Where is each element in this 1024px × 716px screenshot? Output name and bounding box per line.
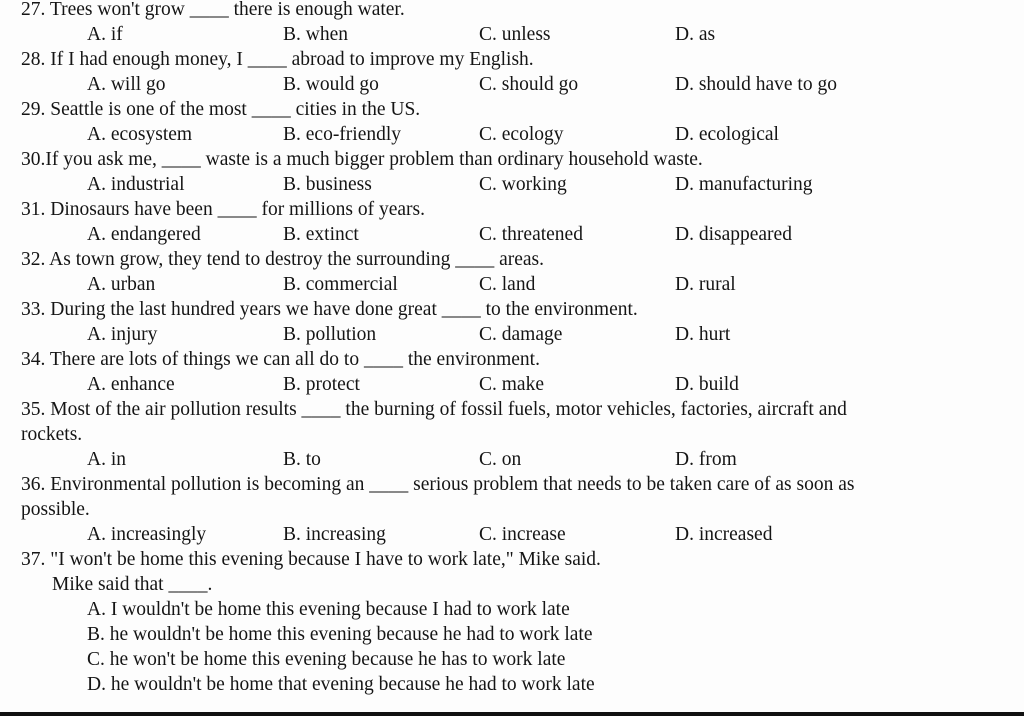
- question-36-continuation: [0, 498, 1024, 522]
- question-30: [0, 148, 1024, 172]
- question-stem: 35. Most of the air pollution results ____ the burning of fossil fuels, motor vehicles, factories, aircraft and: [21, 399, 847, 420]
- question-stem: 34. There are lots of things we can all do to ____ the environment.: [21, 349, 540, 370]
- options-37-b: [0, 623, 1024, 647]
- option-d[interactable]: D. manufacturing: [675, 174, 813, 195]
- option-c[interactable]: C. unless: [479, 24, 551, 45]
- option-c[interactable]: C. make: [479, 374, 544, 395]
- option-d[interactable]: D. disappeared: [675, 224, 792, 245]
- bottom-edge-divider: [0, 712, 1024, 716]
- question-37: [0, 548, 1024, 572]
- question-28: [0, 48, 1024, 72]
- options-36: [0, 523, 1024, 547]
- option-a[interactable]: A. urban: [87, 274, 156, 295]
- option-d[interactable]: D. ecological: [675, 124, 779, 145]
- question-33: [0, 298, 1024, 322]
- option-d[interactable]: D. rural: [675, 274, 736, 295]
- option-b[interactable]: B. increasing: [283, 524, 386, 545]
- options-31: [0, 223, 1024, 247]
- options-37-a: [0, 598, 1024, 622]
- options-35: [0, 448, 1024, 472]
- option-a[interactable]: A. I wouldn't be home this evening because I had to work late: [87, 599, 570, 620]
- option-a[interactable]: A. enhance: [87, 374, 175, 395]
- option-c[interactable]: C. should go: [479, 74, 579, 95]
- options-33: [0, 323, 1024, 347]
- question-stem: 36. Environmental pollution is becoming an ____ serious problem that needs to be taken care of as soon as: [21, 474, 855, 495]
- option-b[interactable]: B. would go: [283, 74, 379, 95]
- question-stem-continuation: Mike said that ____.: [52, 574, 213, 595]
- option-c[interactable]: C. damage: [479, 324, 563, 345]
- option-c[interactable]: C. working: [479, 174, 567, 195]
- option-b[interactable]: B. extinct: [283, 224, 359, 245]
- question-37-continuation: [0, 573, 1024, 597]
- question-29: [0, 98, 1024, 122]
- question-stem: 31. Dinosaurs have been ____ for millions of years.: [21, 199, 425, 220]
- question-36: [0, 473, 1024, 497]
- option-d[interactable]: D. as: [675, 24, 716, 45]
- option-a[interactable]: A. endangered: [87, 224, 201, 245]
- option-a[interactable]: A. increasingly: [87, 524, 207, 545]
- question-35: [0, 398, 1024, 422]
- question-35-continuation: [0, 423, 1024, 447]
- option-d[interactable]: D. hurt: [675, 324, 731, 345]
- options-29: [0, 123, 1024, 147]
- option-b[interactable]: B. business: [283, 174, 372, 195]
- option-c[interactable]: C. land: [479, 274, 536, 295]
- question-stem-continuation: rockets.: [21, 424, 83, 445]
- question-stem: 32. As town grow, they tend to destroy the surrounding ____ areas.: [21, 249, 544, 270]
- option-a[interactable]: A. industrial: [87, 174, 185, 195]
- options-37-c: [0, 648, 1024, 672]
- option-a[interactable]: A. if: [87, 24, 123, 45]
- option-d[interactable]: D. build: [675, 374, 739, 395]
- question-stem: 29. Seattle is one of the most ____ cities in the US.: [21, 99, 421, 120]
- options-32: [0, 273, 1024, 297]
- question-stem: 33. During the last hundred years we have done great ____ to the environment.: [21, 299, 638, 320]
- options-28: [0, 73, 1024, 97]
- question-32: [0, 248, 1024, 272]
- option-a[interactable]: A. will go: [87, 74, 166, 95]
- question-stem: 37. "I won't be home this evening because I have to work late," Mike said.: [21, 549, 601, 570]
- option-b[interactable]: B. he wouldn't be home this evening because he had to work late: [87, 624, 593, 645]
- option-b[interactable]: B. to: [283, 449, 321, 470]
- question-27: [0, 0, 1024, 22]
- option-c[interactable]: C. threatened: [479, 224, 583, 245]
- option-a[interactable]: A. ecosystem: [87, 124, 193, 145]
- options-30: [0, 173, 1024, 197]
- option-b[interactable]: B. eco-friendly: [283, 124, 402, 145]
- option-c[interactable]: C. ecology: [479, 124, 564, 145]
- question-34: [0, 348, 1024, 372]
- options-27: [0, 23, 1024, 47]
- option-b[interactable]: B. protect: [283, 374, 360, 395]
- option-c[interactable]: C. increase: [479, 524, 566, 545]
- option-c[interactable]: C. he won't be home this evening because he has to work late: [87, 649, 566, 670]
- option-a[interactable]: A. injury: [87, 324, 158, 345]
- option-d[interactable]: D. increased: [675, 524, 773, 545]
- option-d[interactable]: D. he wouldn't be home that evening because he had to work late: [87, 674, 595, 695]
- option-c[interactable]: C. on: [479, 449, 522, 470]
- option-b[interactable]: B. when: [283, 24, 348, 45]
- question-stem: 28. If I had enough money, I ____ abroad to improve my English.: [21, 49, 534, 70]
- option-d[interactable]: D. should have to go: [675, 74, 837, 95]
- question-stem: 27. Trees won't grow ____ there is enough water.: [21, 0, 405, 20]
- options-37-d: [0, 673, 1024, 697]
- option-b[interactable]: B. pollution: [283, 324, 377, 345]
- options-34: [0, 373, 1024, 397]
- option-b[interactable]: B. commercial: [283, 274, 398, 295]
- question-stem-continuation: possible.: [21, 499, 90, 520]
- option-a[interactable]: A. in: [87, 449, 126, 470]
- question-31: [0, 198, 1024, 222]
- option-d[interactable]: D. from: [675, 449, 737, 470]
- question-stem: 30.If you ask me, ____ waste is a much bigger problem than ordinary household waste.: [21, 149, 703, 170]
